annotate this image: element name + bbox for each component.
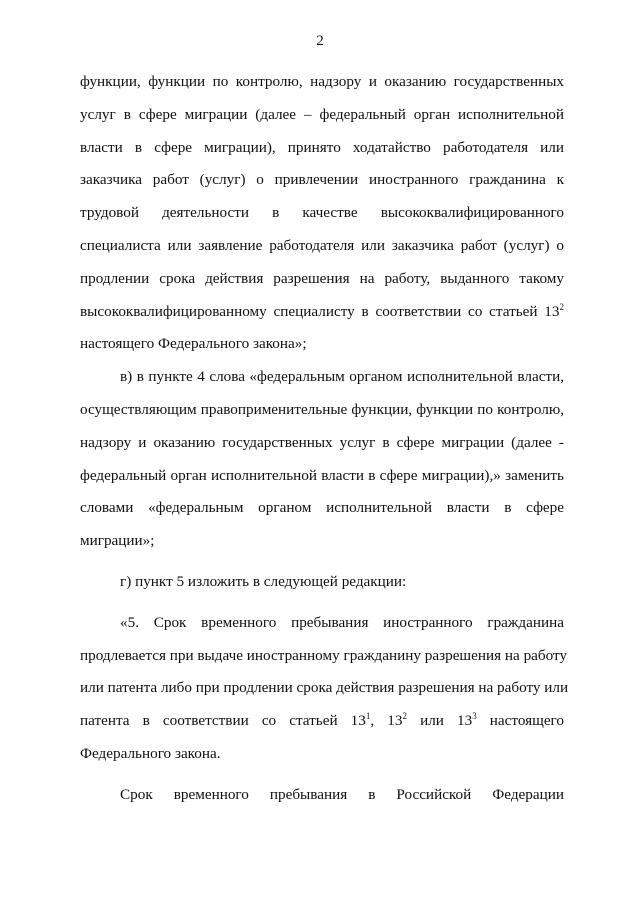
text-line: власти в сфере миграции), принято ходатайство работодателя или xyxy=(80,138,564,156)
text-line-paragraph-start: г) пункт 5 изложить в следующей редакции: xyxy=(120,572,407,590)
text-line: специалиста или заявление работодателя или заказчика работ (услуг) о xyxy=(80,236,564,254)
superscript: 2 xyxy=(559,301,564,312)
text-line-with-references xyxy=(80,705,564,738)
superscript: 3 xyxy=(472,711,477,722)
document-body xyxy=(80,66,569,812)
text-line: федеральный орган исполнительной власти в сфере миграции),» заменить xyxy=(80,466,564,484)
text-line: заказчика работ (услуг) о привлечении иностранного гражданина к xyxy=(80,171,564,189)
text-line: осуществляющим правоприменительные функции, функции по контролю, xyxy=(80,400,564,418)
text-line: услуг в сфере миграции (далее – федеральный орган исполнительной xyxy=(80,105,564,123)
text-fragment: высококвалифицированному специалисту в соответствии со статьей 13 xyxy=(80,302,560,320)
superscript: 1 xyxy=(365,711,371,722)
text-line: трудовой деятельности в качестве высококвалифицированного xyxy=(80,204,564,222)
text-line: словами «федеральным органом исполнительной власти в сфере xyxy=(80,499,564,517)
text-line: продлении срока действия разрешения на работу, выданного такому xyxy=(80,269,564,287)
text-fragment: , 13 xyxy=(370,712,403,730)
text-line-paragraph-start: «5. Срок временного пребывания иностранного гражданина xyxy=(120,613,564,631)
text-line: Федерального закона. xyxy=(80,744,221,762)
text-line: функции, функции по контролю, надзору и оказанию государственных xyxy=(80,73,564,90)
text-line: продлевается при выдаче иностранному гражданину разрешения на работу xyxy=(80,646,568,664)
text-line: миграции»; xyxy=(80,532,155,550)
text-line: или патента либо при продлении срока действия разрешения на работу или xyxy=(80,679,569,697)
text-fragment: настоящего xyxy=(476,712,564,730)
text-fragment: или 13 xyxy=(406,712,473,730)
text-line-with-reference xyxy=(80,296,564,329)
text-line: настоящего Федерального закона»; xyxy=(80,335,307,353)
text-fragment: патента в соответствии со статьей 13 xyxy=(80,712,366,730)
superscript: 2 xyxy=(402,711,407,722)
text-line-paragraph-start: в) в пункте 4 слова «федеральным органом исполнительной власти, xyxy=(120,368,564,386)
text-line: надзору и оказанию государственных услуг в сфере миграции (далее - xyxy=(80,433,564,451)
text-line-paragraph-start: Срок временного пребывания в Российской Федерации xyxy=(120,785,564,803)
page-number: 2 xyxy=(316,33,324,49)
